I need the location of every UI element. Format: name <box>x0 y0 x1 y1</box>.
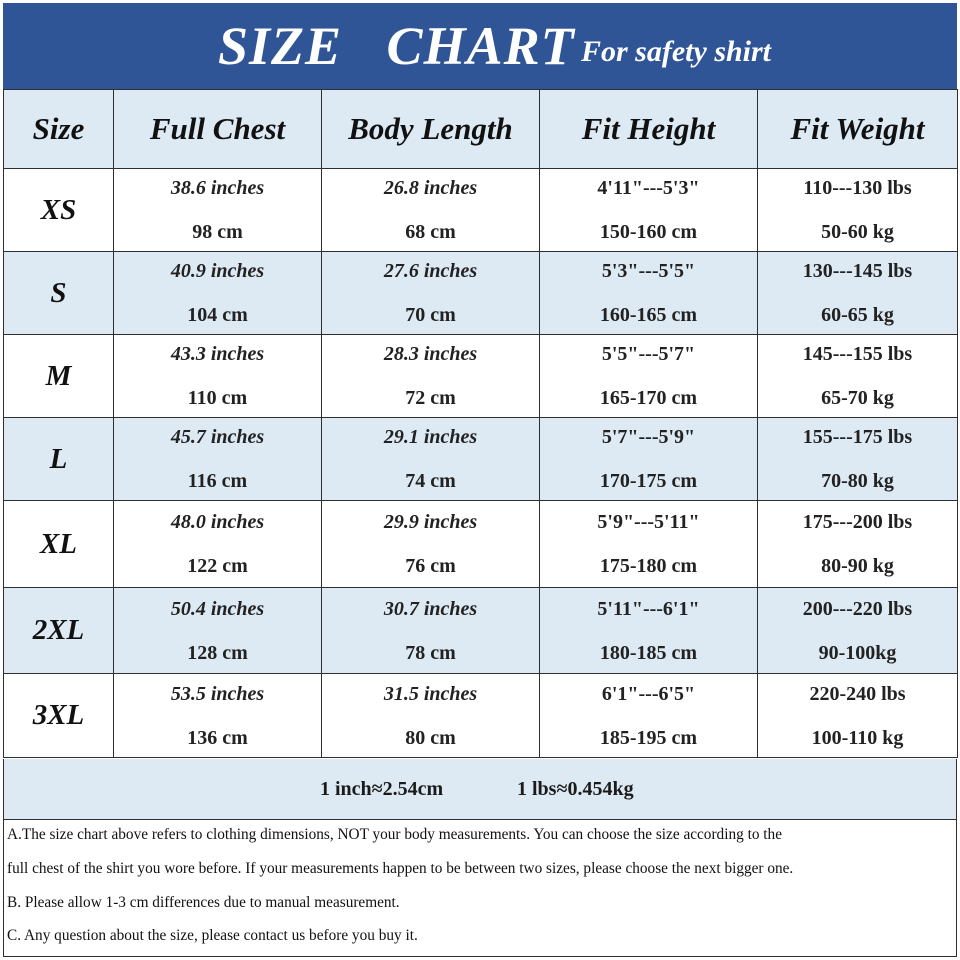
fit-weight-cell <box>758 501 958 588</box>
length-cm: 76 cm <box>405 555 456 577</box>
length-cm: 74 cm <box>405 470 456 492</box>
weight-lbs: 130---145 lbs <box>802 260 913 282</box>
size-label: L <box>4 418 114 501</box>
height-cm: 160-165 cm <box>599 304 698 326</box>
length-cm: 68 cm <box>405 221 456 243</box>
size-label: S <box>4 252 114 335</box>
fit-height-cell <box>540 674 758 758</box>
body-length-cell <box>322 169 540 252</box>
body-length-cell <box>322 335 540 418</box>
body-length-cell <box>322 501 540 588</box>
column-header-fit-weight: Fit Weight <box>758 90 958 169</box>
height-cm: 165-170 cm <box>599 387 698 409</box>
size-label: M <box>4 335 114 418</box>
length-inches: 30.7 inches <box>383 597 478 620</box>
fit-weight-cell <box>758 674 958 758</box>
length-inches: 31.5 inches <box>383 682 478 705</box>
length-inches: 27.6 inches <box>383 260 478 282</box>
table-row <box>4 501 958 588</box>
chest-inches: 38.6 inches <box>170 177 265 199</box>
lbs-conversion: 1 lbs≈0.454kg <box>517 778 634 800</box>
full-chest-cell <box>114 588 322 674</box>
fit-weight-cell <box>758 252 958 335</box>
chest-inches: 48.0 inches <box>170 511 265 533</box>
header-banner <box>3 3 957 89</box>
weight-kg: 80-90 kg <box>821 555 894 577</box>
table-row <box>4 335 958 418</box>
body-length-cell <box>322 252 540 335</box>
length-inches: 29.9 inches <box>383 511 478 533</box>
body-length-cell <box>322 674 540 758</box>
height-feet: 5'5"---5'7" <box>601 343 696 365</box>
height-cm: 170-175 cm <box>599 470 698 492</box>
chest-inches: 40.9 inches <box>170 260 265 282</box>
fit-height-cell <box>540 418 758 501</box>
fit-weight-cell <box>758 418 958 501</box>
weight-kg: 65-70 kg <box>821 387 894 409</box>
chest-cm: 136 cm <box>187 726 248 749</box>
chest-cm: 128 cm <box>187 641 248 664</box>
body-length-cell <box>322 418 540 501</box>
length-inches: 26.8 inches <box>383 177 478 199</box>
weight-kg: 70-80 kg <box>821 470 894 492</box>
height-feet: 5'11"---6'1" <box>597 597 700 620</box>
size-table <box>3 89 958 758</box>
note-a-line-1: A.The size chart above refers to clothing dimensions, NOT your body measurements. You can choose the size according to the <box>7 826 782 843</box>
table-header-row <box>4 90 958 169</box>
inch-conversion: 1 inch≈2.54cm <box>320 778 444 800</box>
weight-lbs: 110---130 lbs <box>803 177 912 199</box>
fit-height-cell <box>540 169 758 252</box>
height-cm: 150-160 cm <box>599 221 698 243</box>
chest-cm: 98 cm <box>192 221 243 243</box>
fit-height-cell <box>540 335 758 418</box>
height-cm: 175-180 cm <box>599 555 698 577</box>
height-feet: 5'7"---5'9" <box>601 426 696 448</box>
conversion-bar <box>3 759 957 820</box>
full-chest-cell <box>114 252 322 335</box>
chest-cm: 104 cm <box>187 304 248 326</box>
fit-height-cell <box>540 501 758 588</box>
height-feet: 4'11"---5'3" <box>597 177 700 199</box>
page-subtitle: For safety shirt <box>581 35 772 68</box>
height-cm: 185-195 cm <box>599 726 698 749</box>
weight-kg: 60-65 kg <box>821 304 894 326</box>
height-feet: 6'1"---6'5" <box>601 682 696 705</box>
chest-inches: 50.4 inches <box>170 597 265 620</box>
table-row <box>4 674 958 758</box>
full-chest-cell <box>114 674 322 758</box>
note-c: C. Any question about the size, please contact us before you buy it. <box>7 927 418 944</box>
height-cm: 180-185 cm <box>599 641 698 664</box>
note-a-line-2: full chest of the shirt you wore before. If your measurements happen to be between two sizes, please choose the next bigger one. <box>7 860 794 877</box>
size-label: XS <box>4 169 114 252</box>
length-cm: 70 cm <box>405 304 456 326</box>
column-header-body-length: Body Length <box>322 90 540 169</box>
fit-height-cell <box>540 252 758 335</box>
body-length-cell <box>322 588 540 674</box>
chest-cm: 110 cm <box>187 387 248 409</box>
size-label: XL <box>4 501 114 588</box>
table-row <box>4 169 958 252</box>
full-chest-cell <box>114 501 322 588</box>
weight-lbs: 200---220 lbs <box>802 597 913 620</box>
chest-inches: 53.5 inches <box>170 682 265 705</box>
notes-section <box>3 820 957 957</box>
length-inches: 28.3 inches <box>383 343 478 365</box>
note-b: B. Please allow 1-3 cm differences due to manual measurement. <box>7 894 400 911</box>
weight-lbs: 175---200 lbs <box>802 511 913 533</box>
height-feet: 5'3"---5'5" <box>601 260 696 282</box>
chest-inches: 43.3 inches <box>170 343 265 365</box>
table-row <box>4 252 958 335</box>
weight-lbs: 145---155 lbs <box>802 343 913 365</box>
fit-weight-cell <box>758 169 958 252</box>
full-chest-cell <box>114 169 322 252</box>
column-header-full-chest: Full Chest <box>114 90 322 169</box>
length-cm: 80 cm <box>405 726 456 749</box>
weight-kg: 90-100kg <box>818 641 897 664</box>
size-label: 2XL <box>4 588 114 674</box>
column-header-fit-height: Fit Height <box>540 90 758 169</box>
table-row <box>4 418 958 501</box>
weight-kg: 100-110 kg <box>811 726 904 749</box>
fit-height-cell <box>540 588 758 674</box>
full-chest-cell <box>114 418 322 501</box>
table-row <box>4 588 958 674</box>
chest-cm: 122 cm <box>187 555 248 577</box>
length-cm: 72 cm <box>405 387 456 409</box>
size-label: 3XL <box>4 674 114 758</box>
full-chest-cell <box>114 335 322 418</box>
column-header-size: Size <box>4 90 114 169</box>
page-title: SIZE CHART <box>218 16 575 76</box>
length-cm: 78 cm <box>405 641 456 664</box>
weight-lbs: 220-240 lbs <box>809 682 906 705</box>
fit-weight-cell <box>758 335 958 418</box>
chest-cm: 116 cm <box>187 470 248 492</box>
chest-inches: 45.7 inches <box>170 426 265 448</box>
fit-weight-cell <box>758 588 958 674</box>
weight-lbs: 155---175 lbs <box>802 426 913 448</box>
length-inches: 29.1 inches <box>383 426 478 448</box>
weight-kg: 50-60 kg <box>821 221 894 243</box>
height-feet: 5'9"---5'11" <box>597 511 700 533</box>
